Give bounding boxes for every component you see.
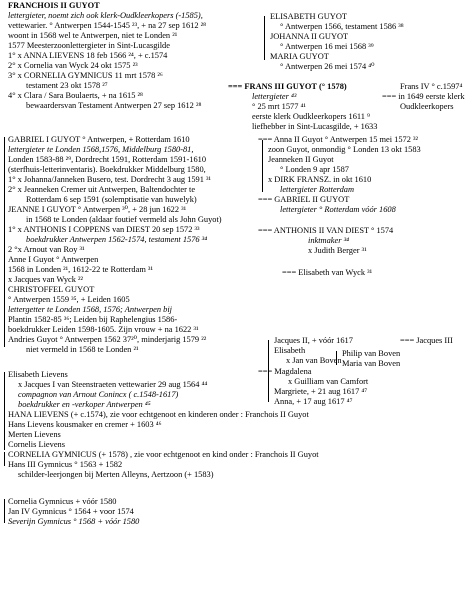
text-line: JOHANNA II GUYOT — [270, 32, 349, 41]
text-line: JEANNE I GUYOT ° Antwerpen ³⁰, + 28 jun 1622 ³¹ — [8, 205, 187, 214]
text-line: boekdrukker en -verkoper Antwerpen ⁴⁵ — [18, 400, 151, 409]
text-line: x DIRK FRANSZ. in okt 1610 — [268, 175, 372, 184]
text-line: lettergieter ° Rotterdam vóór 1608 — [280, 205, 396, 214]
text-line: Philip van Boven — [342, 349, 401, 358]
text-line: ELISABETH GUYOT — [270, 12, 347, 21]
text-line: Elisabeth Lievens — [8, 370, 68, 379]
text-line: (sterfhuis-letterinventaris). Boekdrukker Middelburg 1580, — [8, 165, 206, 174]
text-line: schilder-leerjongen bij Merten Alleyns, Aertzoon (+ 1583) — [18, 470, 214, 479]
text-line: Oudkleerkopers — [400, 102, 454, 111]
text-line: x Judith Berger ³¹ — [308, 246, 367, 255]
text-line: CHRISTOFFEL GUYOT — [8, 285, 95, 294]
text-line: in 1568 te Londen (aldaar foutief vermeld als John Guyot) — [26, 215, 222, 224]
text-line: GABRIEL I GUYOT ° Antwerpen, + Rotterdam 1610 — [8, 135, 190, 144]
text-line: x Guilliam van Camfort — [288, 377, 369, 386]
text-line: ° Londen 9 apr 1587 — [280, 165, 349, 174]
text-line: vettewarier. ° Antwerpen 1544-1545 ²³, + na 27 sep 1612 ²⁸ — [8, 21, 207, 30]
text-line: Rotterdam 6 sep 1591 (solemptisatie van huwelyk) — [26, 195, 197, 204]
text-line: 4° x Clara / Sara Boulaerts, + na 1615 ²⁸ — [8, 91, 143, 100]
bracket-franchois-children — [264, 16, 265, 60]
text-line: lettergieter te Londen 1568,1576, Middelburg 1580-81, — [8, 145, 194, 154]
text-line: Margriete, + 21 aug 1617 ⁴⁷ — [274, 387, 368, 396]
text-line: ° Antwerpen 1559 ³⁵, + Leiden 1605 — [8, 295, 130, 304]
text-line: Jeanneken II Guyot — [268, 155, 334, 164]
text-line: === Magdalena — [258, 367, 312, 376]
text-line: lettergetter te Londen 1568, 1576; Antwerpen bij — [8, 305, 172, 314]
text-line: Hans Lievens kousmaker en cremer + 1603 ⁴⁶ — [8, 420, 162, 429]
text-line: Cornelis Lievens — [8, 440, 65, 449]
text-line: bewaardersvan Testament Antwerpen 27 sep 1612 ²⁸ — [26, 101, 202, 110]
text-line: 1° x Johanna/Janneken Busero, test. Dordrecht 3 aug 1591 ³¹ — [8, 175, 212, 184]
text-line: ° Antwerpen 1566, testament 1586 ³⁸ — [280, 22, 404, 31]
text-line: Severijn Gymnicus ° 1568 + vóór 1580 — [8, 517, 140, 526]
text-line: 1568 in Londen ²¹, 1612-22 te Rotterdam ³¹ — [8, 265, 153, 274]
text-line: inktmaker ³⁴ — [308, 236, 350, 245]
text-line: ° 25 mrt 1577 ⁴¹ — [252, 102, 306, 111]
text-line: Londen 1583-88 ²⁹, Dordrecht 1591, Rotterdam 1591-1610 — [8, 155, 207, 164]
text-line: eerste klerk Oudkleerkopers 1611 ⁹ — [252, 112, 370, 121]
text-line: Jacques II, + vóór 1617 — [274, 336, 353, 345]
text-line: === ANTHONIS II VAN DIEST ° 1574 — [258, 226, 394, 235]
text-line: === Jacques III — [400, 336, 453, 345]
text-line: Jan IV Gymnicus ° 1564 + voor 1574 — [8, 507, 134, 516]
text-line: 1° x ANNA LIEVENS 18 feb 1566 ²⁴, + c.1574 — [8, 51, 168, 60]
text-line: Andries Guyot ° Antwerpen 1562 37²⁰, minderjarig 1579 ²² — [8, 335, 207, 344]
text-line: Merten Lievens — [8, 430, 61, 439]
text-line: Cornelia Gymnicus + vóór 1580 — [8, 497, 117, 506]
text-line: ° Antwerpen 16 mei 1568 ³⁹ — [280, 42, 374, 51]
text-line: woont in 1568 wel te Antwerpen, niet te Londen ²¹ — [8, 31, 178, 40]
text-line: niet vermeld in 1568 te Londen ²¹ — [26, 345, 139, 354]
text-line: === FRANS III GUYOT (° 1578) — [228, 82, 347, 91]
text-line: 3° x CORNELIA GYMNICUS 11 mrt 1578 ²⁶ — [8, 71, 163, 80]
text-line: FRANCHOIS II GUYOT — [8, 1, 100, 10]
text-line: ° Antwerpen 26 mei 1574 ⁴⁰ — [280, 62, 375, 71]
bracket-left-siblings-3 — [4, 452, 5, 466]
text-line: === Elisabeth van Wyck ³¹ — [282, 268, 373, 277]
bracket-left-siblings-2 — [4, 372, 5, 450]
text-line: x Jacques I van Steenstraeten vettewarier 29 aug 1564 ⁴⁴ — [18, 380, 208, 389]
text-line: zoon Guyot, onmondig ° Londen 13 okt 1583 — [268, 145, 421, 154]
text-line: boekdrukker Leiden 1598-1605. Zijn vrouw + na 1622 ³¹ — [8, 325, 199, 334]
text-line: Maria van Boven — [342, 359, 401, 368]
text-line: 2 °x Arnout van Roy ³¹ — [8, 245, 85, 254]
text-line: CORNELIA GYMNICUS (+ 1578) , zie voor echtgenoot en kind onder : Franchois II Guyot — [8, 450, 319, 459]
text-line: Frans IV ° c.1597⁴ — [400, 82, 463, 91]
text-line: === Anna II Guyot ° Antwerpen 15 mei 1572 ³² — [258, 135, 419, 144]
text-line: HANA LIEVENS (+ c.1574), zie voor echtgenoot en kinderen onder : Franchois II Guyot — [8, 410, 309, 419]
text-line: Plantin 1582-85 ³⁶; Leiden bij Raphelengius 1586- — [8, 315, 178, 324]
text-line: compagnon van Arnout Conincx ( c.1548-1617) — [18, 390, 179, 399]
text-line: 1° x ANTHONIS I COPPENS van DIEST 20 sep 1572 ³³ — [8, 225, 200, 234]
text-line: 1577 Meesterzoonlettergieter in Sint-Lucasgilde — [8, 41, 170, 50]
text-line: 2° x Cornelia van Wyck 24 okt 1575 ²³ — [8, 61, 138, 70]
bracket-left-siblings-4 — [4, 499, 5, 523]
text-line: boekdrukker Antwerpen 1562-1574, testament 1576 ³⁴ — [26, 235, 208, 244]
text-line: Elisabeth — [274, 346, 306, 355]
text-line: lettergieter ⁴³ — [252, 92, 297, 101]
text-line: testament 23 okt 1578 ²⁷ — [26, 81, 108, 90]
text-line: liefhebber in Sint-Lucasgilde, + 1633 — [252, 122, 378, 131]
text-line: MARIA GUYOT — [270, 52, 329, 61]
text-line: === in 1649 eerste klerk — [382, 92, 465, 101]
text-line: x Jan van Boven — [286, 356, 342, 365]
bracket-gabriel-children — [262, 140, 263, 192]
text-line: 2° x Jeanneken Cremer uit Antwerpen, Baltendochter te — [8, 185, 196, 194]
text-line: x Jacques van Wyck ²² — [8, 275, 84, 284]
text-line: lettergieter Rotterdam — [280, 185, 355, 194]
text-line: Anna, + 17 aug 1617 ⁴⁷ — [274, 397, 353, 406]
text-line: lettergieter, noemt zich ook klerk-Oudkleerkopers (-1585), — [8, 11, 203, 20]
text-line: Anne I Guyot ° Antwerpen — [8, 255, 99, 264]
text-line: Hans III Gymnicus ° 1563 + 1582 — [8, 460, 123, 469]
bracket-left-siblings-1 — [4, 137, 5, 347]
text-line: === GABRIEL II GUYOT — [258, 195, 350, 204]
